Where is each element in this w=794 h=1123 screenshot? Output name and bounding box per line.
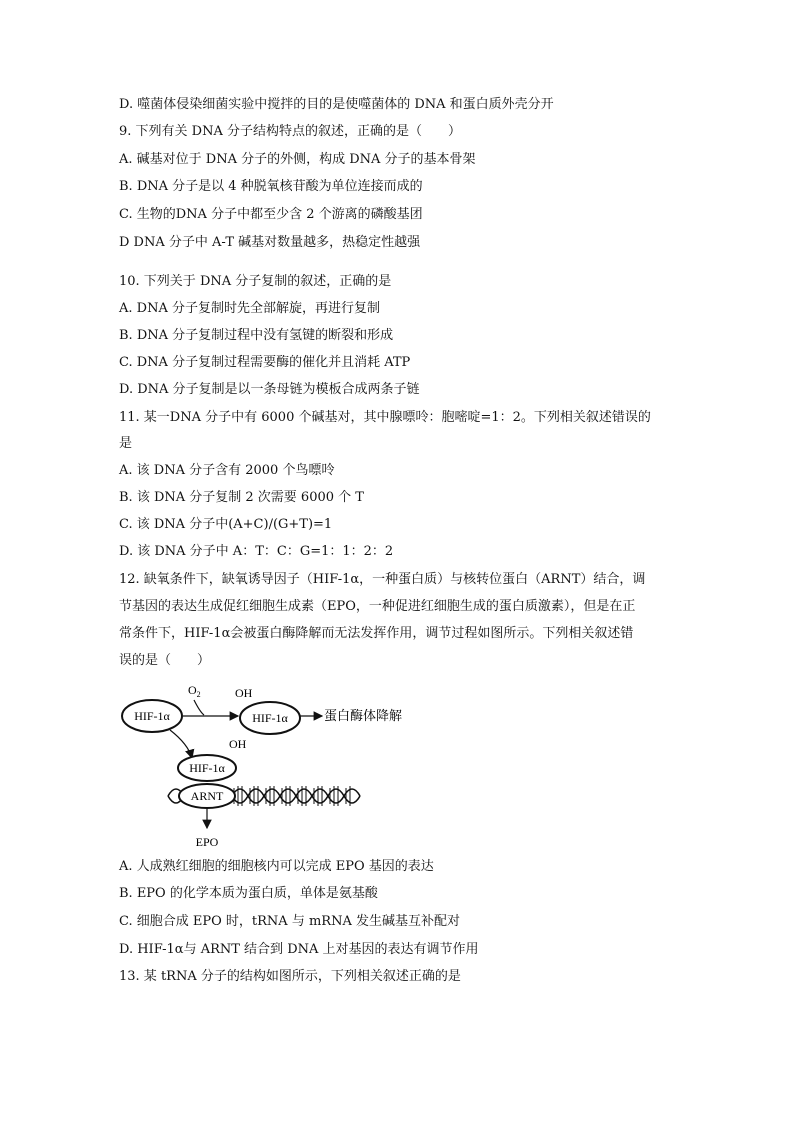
option-9a: A. 碱基对位于 DNA 分子的外侧，构成 DNA 分子的基本骨架 [119, 152, 476, 167]
hif-left-label: HIF-1α [134, 709, 170, 723]
option-12b: B. EPO 的化学本质为蛋白质，单体是氨基酸 [119, 886, 378, 901]
hif-down-arrow [170, 730, 192, 758]
option-10a: A. DNA 分子复制时先全部解旋，再进行复制 [119, 301, 380, 316]
dna-rungs [234, 786, 350, 806]
option-11c: C. 该 DNA 分子中(A+C)/(G+T)=1 [119, 517, 333, 532]
question-11-stem-cont: 是 [119, 436, 133, 451]
option-12a: A. 人成熟红细胞的细胞核内可以完成 EPO 基因的表达 [119, 859, 434, 874]
oh-bottom-label: OH [229, 737, 247, 751]
option-12c: C. 细胞合成 EPO 时，tRNA 与 mRNA 发生碱基互补配对 [119, 914, 460, 929]
epo-label: EPO [195, 835, 219, 849]
oh-top-label: OH [235, 686, 253, 700]
o2-label: $O_2$ [188, 683, 201, 699]
option-9b: B. DNA 分子是以 4 种脱氧核苷酸为单位连接而成的 [119, 179, 423, 194]
question-10-stem: 10. 下列关于 DNA 分子复制的叙述，正确的是 [119, 274, 392, 289]
question-12-stem-2: 节基因的表达生成促红细胞生成素（EPO，一种促进红细胞生成的蛋白质激素），但是在正 [119, 599, 636, 614]
question-12-stem-3: 常条件下，HIF-1α会被蛋白酶降解而无法发挥作用，调节过程如图所示。下列相关叙述错 [119, 626, 634, 641]
question-11-stem: 11. 某一DNA 分子中有 6000 个碱基对，其中腺嘌呤：胞嘧啶=1：2。下列相关叙述错误的 [119, 410, 651, 425]
question-12-stem-4: 误的是（ ） [119, 653, 211, 668]
question-12-stem-1: 12. 缺氧条件下，缺氧诱导因子（HIF-1α，一种蛋白质）与核转位蛋白（ARNT）结合，调 [119, 572, 646, 587]
o2-arrow [194, 700, 204, 715]
option-12d: D. HIF-1α与 ARNT 结合到 DNA 上对基因的表达有调节作用 [119, 942, 479, 957]
arnt-label: ARNT [190, 789, 224, 803]
hif-regulation-diagram [110, 678, 430, 853]
option-11a: A. 该 DNA 分子含有 2000 个鸟嘌呤 [119, 463, 335, 478]
option-8d: D. 噬菌体侵染细菌实验中搅拌的目的是使噬菌体的 DNA 和蛋白质外壳分开 [119, 97, 554, 112]
option-11b: B. 该 DNA 分子复制 2 次需要 6000 个 T [119, 490, 364, 505]
option-10b: B. DNA 分子复制过程中没有氢键的断裂和形成 [119, 328, 394, 343]
option-9c: C. 生物的DNA 分子中都至少含 2 个游离的磷酸基团 [119, 207, 423, 222]
option-10d: D. DNA 分子复制是以一条母链为模板合成两条子链 [119, 382, 420, 397]
hif-mid-label: HIF-1α [252, 711, 288, 725]
option-9d: D DNA 分子中 A-T 碱基对数量越多，热稳定性越强 [119, 235, 421, 250]
hif-bottom-label: HIF-1α [189, 761, 225, 775]
option-11d: D. 该 DNA 分子中 A：T：C：G=1：1：2：2 [119, 544, 394, 559]
degrade-label: 蛋白酶体降解 [324, 708, 403, 723]
option-10c: C. DNA 分子复制过程需要酶的催化并且消耗 ATP [119, 355, 411, 370]
question-9-stem: 9. 下列有关 DNA 分子结构特点的叙述，正确的是（ ） [119, 124, 461, 139]
question-13-stem: 13. 某 tRNA 分子的结构如图所示，下列相关叙述正确的是 [119, 969, 461, 984]
